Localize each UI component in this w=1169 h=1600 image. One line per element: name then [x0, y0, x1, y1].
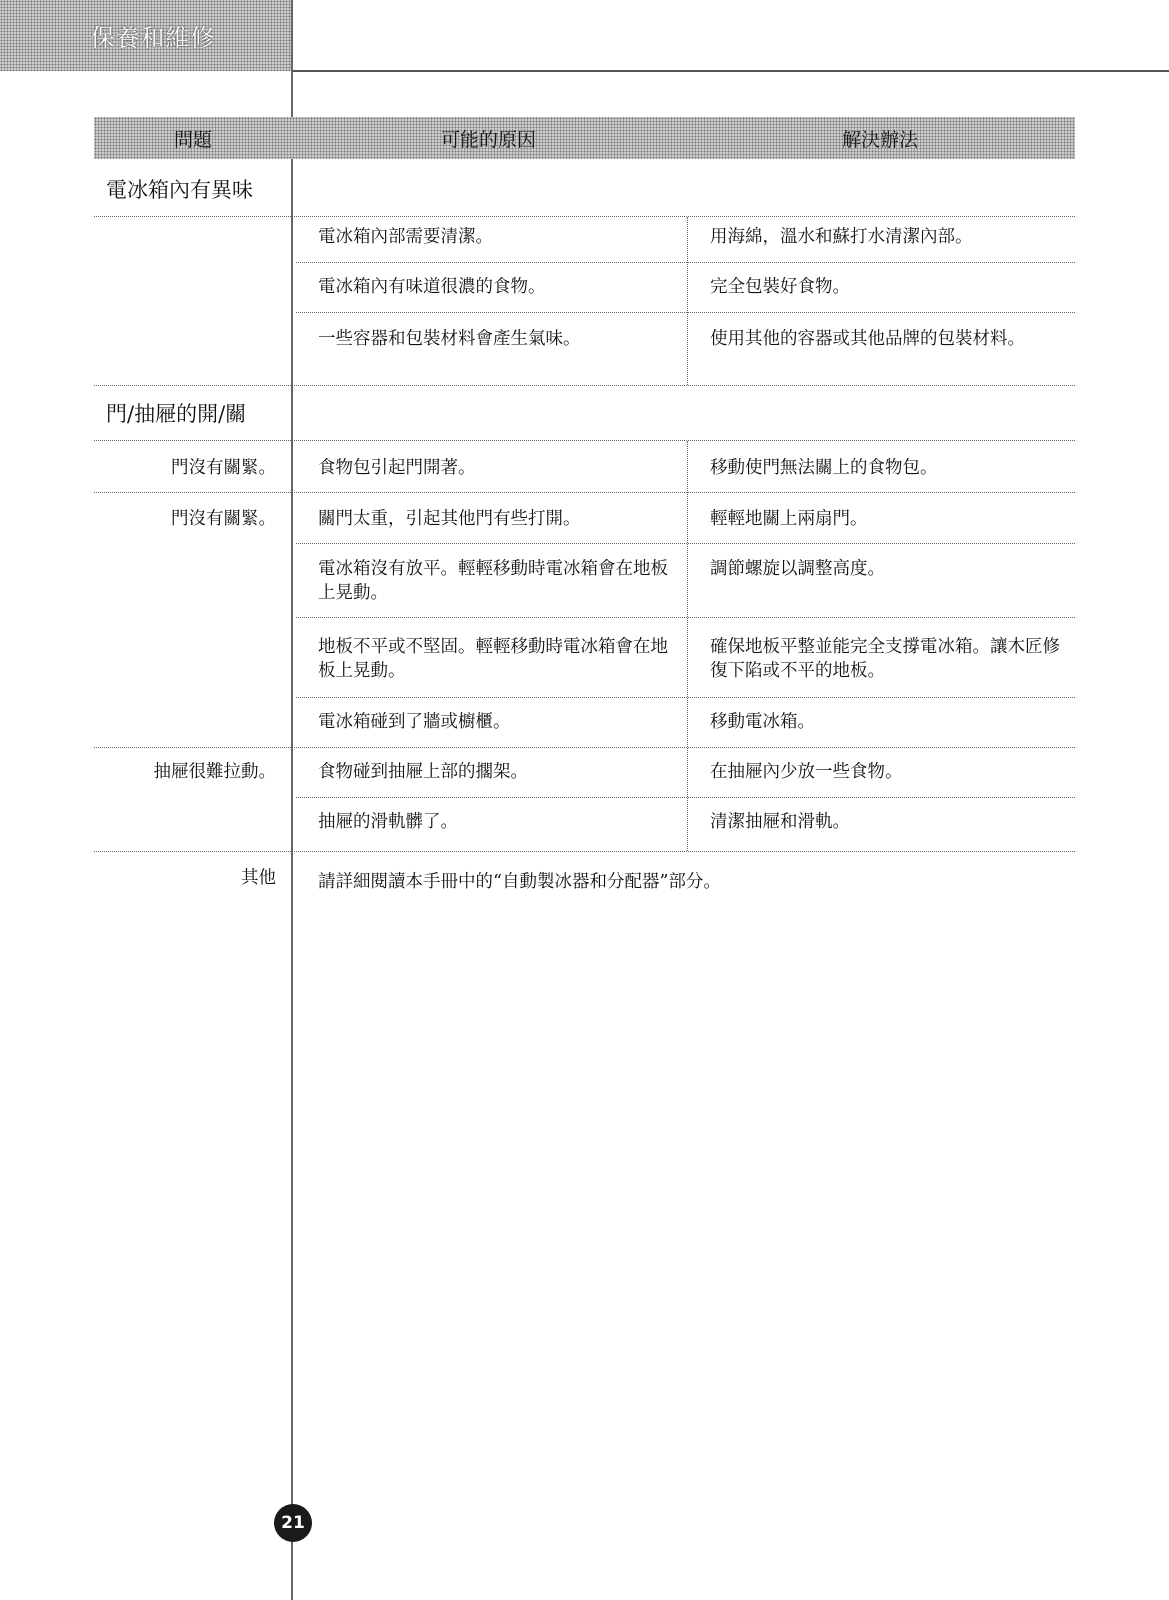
- problem-cell: 門沒有關緊。: [171, 458, 276, 478]
- section-heading-odor: 電冰箱內有異味: [106, 178, 253, 202]
- row-divider: [296, 262, 1075, 263]
- solution-cell: 清潔抽屜和滑軌。: [710, 812, 850, 832]
- solution-cell: 移動使門無法關上的食物包。: [710, 458, 938, 478]
- solution-cell: 完全包裝好食物。: [710, 277, 850, 297]
- section-heading-doors: 門/抽屜的開/關: [106, 402, 247, 426]
- cause-cell: 地板不平或不堅固。輕輕移動時電冰箱會在地板上晃動。: [318, 637, 668, 681]
- row-divider: [296, 312, 1075, 313]
- row-divider: [94, 385, 1075, 386]
- row-divider: [94, 747, 1075, 748]
- cause-cell: 食物碰到抽屜上部的擱架。: [318, 762, 528, 782]
- header-tab: [0, 0, 292, 71]
- column-header-cause: 可能的原因: [440, 128, 536, 151]
- cause-cell: 電冰箱碰到了牆或櫥櫃。: [318, 712, 511, 732]
- column-header-problem: 問題: [173, 128, 212, 151]
- solution-cell: 使用其他的容器或其他品牌的包裝材料。: [710, 329, 1025, 349]
- row-divider: [296, 543, 1075, 544]
- table-header: [94, 117, 1075, 159]
- solution-cell: 用海綿，溫水和蘇打水清潔內部。: [710, 227, 973, 247]
- solution-cell: 移動電冰箱。: [710, 712, 815, 732]
- column-header-solution: 解決辦法: [841, 128, 918, 151]
- row-divider: [94, 492, 1075, 493]
- solution-cell: 調節螺旋以調整高度。: [710, 559, 885, 579]
- cause-cell: 食物包引起門開著。: [318, 458, 476, 478]
- row-divider: [94, 851, 1075, 852]
- cause-cell: 電冰箱內部需要清潔。: [318, 227, 493, 247]
- page-number-badge: 21: [274, 1504, 312, 1542]
- cause-cell: 電冰箱沒有放平。輕輕移動時電冰箱會在地板上晃動。: [318, 559, 668, 603]
- section-title: 保養和維修: [90, 24, 216, 52]
- cause-cell: 電冰箱內有味道很濃的食物。: [318, 277, 546, 297]
- solution-cell: 確保地板平整並能完全支撐電冰箱。讓木匠修復下陷或不平的地板。: [710, 637, 1060, 681]
- cause-cell: 抽屜的滑軌髒了。: [318, 812, 458, 832]
- problem-cell: 門沒有關緊。: [171, 509, 276, 529]
- header-rule: [292, 70, 1169, 72]
- row-divider: [94, 440, 1075, 441]
- row-divider: [296, 697, 1075, 698]
- column-divider: [687, 217, 688, 385]
- cause-cell: 關門太重，引起其他門有些打開。: [318, 509, 581, 529]
- cause-cell: 一些容器和包裝材料會產生氣味。: [318, 329, 581, 349]
- vertical-rule: [291, 0, 293, 1600]
- solution-cell: 輕輕地關上兩扇門。: [710, 509, 868, 529]
- row-divider: [296, 617, 1075, 618]
- problem-cell: 抽屜很難拉動。: [153, 762, 276, 782]
- solution-cell: 在抽屜內少放一些食物。: [710, 762, 903, 782]
- row-divider: [296, 797, 1075, 798]
- problem-cell-other: 其他: [241, 868, 276, 888]
- column-divider: [687, 441, 688, 851]
- other-note: 請詳細閱讀本手冊中的“自動製冰器和分配器”部分。: [318, 872, 721, 892]
- row-divider: [94, 216, 1075, 217]
